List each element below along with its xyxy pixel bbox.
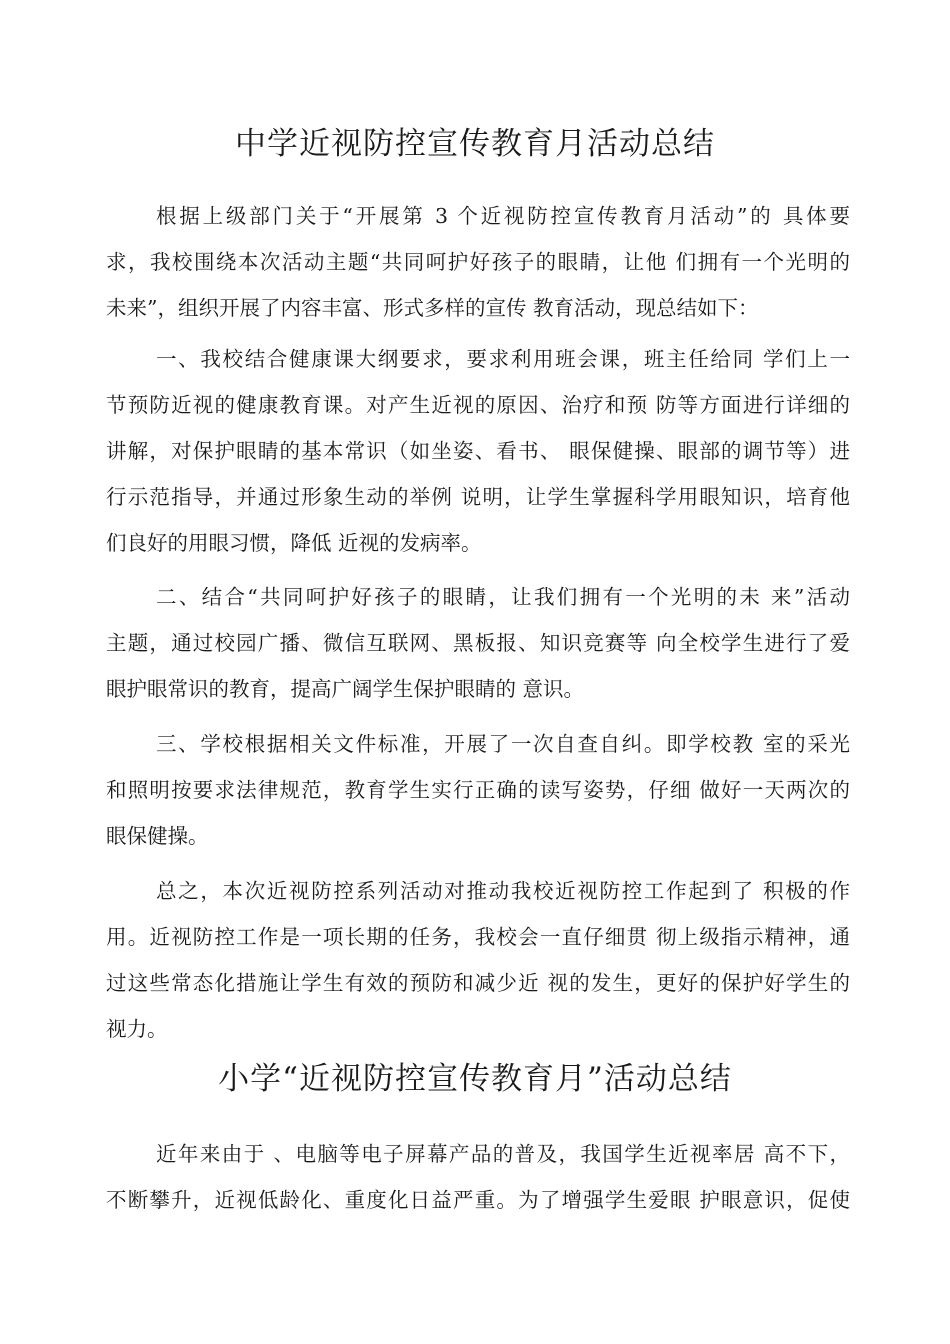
paragraph-line: 一、我校结合健康课大纲要求，要求利用班会课，班主任给同 学们上一 <box>156 347 850 371</box>
paragraph-section-one <box>106 336 850 566</box>
paragraph-line: 和照明按要求法律规范，教育学生实行正确的读写姿势，仔细 做好一天两次的 <box>106 778 850 802</box>
paragraph-section-two <box>106 574 850 712</box>
paragraph-line: 主题，通过校园广播、微信互联网、黑板报、知识竞赛等 向全校学生进行了爱 <box>106 631 850 655</box>
paragraph-line: 三、学校根据相关文件标准，开展了一次自查自纠。即学校教 室的采光 <box>156 732 850 756</box>
paragraph-line: 二、结合“共同呵护好孩子的眼睛，让我们拥有一个光明的未 来”活动 <box>156 585 850 609</box>
paragraph-line: 行示范指导，并通过形象生动的举例 说明，让学生掌握科学用眼知识，培育他 <box>106 485 850 509</box>
document-title: 中学近视防控宣传教育月活动总结 <box>235 126 715 162</box>
paragraph-line: 眼保健操。 <box>106 824 209 848</box>
paragraph-line: 视力。 <box>106 1017 168 1041</box>
paragraph-line: 用。近视防控工作是一项长期的任务，我校会一直仔细贯 彻上级指示精神，通 <box>106 925 850 949</box>
second-document-title: 小学“近视防控宣传教育月”活动总结 <box>218 1061 732 1097</box>
paragraph-line: 们良好的用眼习惯，降低 近视的发病率。 <box>106 531 482 555</box>
paragraph-line: 求，我校围绕本次活动主题“共同呵护好孩子的眼睛，让他 们拥有一个光明的 <box>106 250 850 274</box>
paragraph-line: 节预防近视的健康教育课。对产生近视的原因、治疗和预 防等方面进行详细的 <box>106 393 850 417</box>
paragraph-conclusion <box>106 868 850 1052</box>
paragraph-line: 讲解，对保护眼睛的基本常识（如坐姿、看书、 眼保健操、眼部的调节等）进 <box>106 439 850 463</box>
paragraph-line: 近年来由于 、电脑等电子屏幕产品的普及，我国学生近视率居 高不下， <box>156 1142 850 1166</box>
paragraph-line: 根据上级部门关于“开展第 3 个近视防控宣传教育月活动”的 具体要 <box>156 204 850 228</box>
paragraph-line: 过这些常态化措施让学生有效的预防和减少近 视的发生，更好的保护好学生的 <box>106 971 850 995</box>
paragraph-line: 总之，本次近视防控系列活动对推动我校近视防控工作起到了 积极的作 <box>156 879 850 903</box>
paragraph-line: 眼护眼常识的教育，提高广阔学生保护眼睛的 意识。 <box>106 677 585 701</box>
paragraph-second-intro <box>106 1131 850 1223</box>
paragraph-line: 未来”，组织开展了内容丰富、形式多样的宣传 教育活动，现总结如下： <box>106 296 759 320</box>
paragraph-section-three <box>106 721 850 859</box>
paragraph-line: 不断攀升，近视低龄化、重度化日益严重。为了增强学生爱眼 护眼意识，促使 <box>106 1188 850 1212</box>
paragraph-intro <box>106 193 850 331</box>
